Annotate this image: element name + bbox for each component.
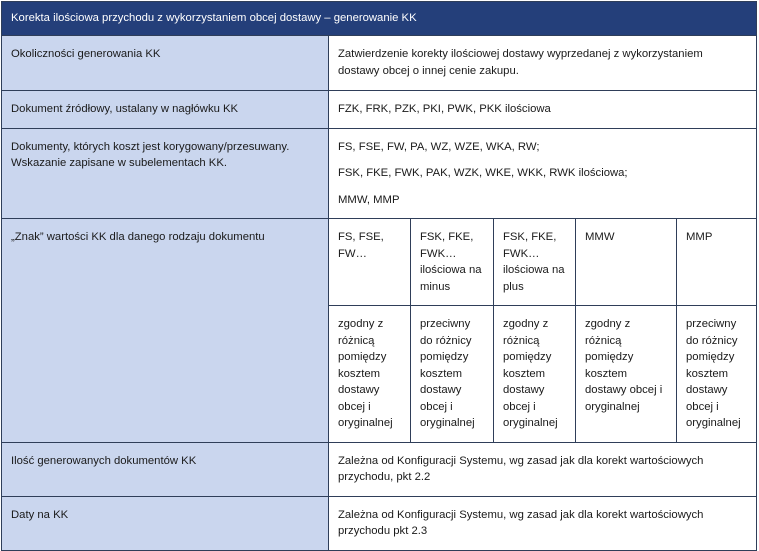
znak-sign-cell: zgodny z różnicą pomiędzy kosztem dostawy obcej i oryginalnej <box>576 306 677 443</box>
znak-doc-cell: MMP <box>677 219 757 306</box>
document-group-text: FS, FSE, FW, PA, WZ, WZE, WKA, RW; <box>338 140 540 153</box>
row-label-ilosc: Ilość generowanych dokumentów KK <box>2 442 329 496</box>
znak-sign-cell: zgodny z różnicą pomiędzy kosztem dostawy obcej i oryginalnej <box>494 306 576 443</box>
document-group-text: FSK, FKE, FWK, PAK, WZK, WKE, WKK, RWK ilościowa; <box>338 167 628 179</box>
row-label-dokumenty-korygowane: Dokumenty, których koszt jest korygowany/przesuwany. Wskazanie zapisane w subelementach KK. <box>2 128 329 219</box>
row-ilosc <box>2 442 757 496</box>
znak-doc-cell: FSK, FKE, FWK… ilościowa na plus <box>494 219 576 306</box>
row-value-dokumenty-korygowane <box>329 128 757 219</box>
row-okolicznosci <box>2 36 757 91</box>
row-value-daty: Zależna od Konfiguracji Systemu, wg zasad jak dla korekt wartościowych przychodu pkt 2.3 <box>329 496 757 550</box>
row-value-dokument-zrodlowy: FZK, FRK, PZK, PKI, PWK, PKK ilościowa <box>329 91 757 129</box>
table-title-row <box>2 2 757 36</box>
row-label-daty: Daty na KK <box>2 496 329 550</box>
znak-doc-cell: FSK, FKE, FWK… ilościowa na minus <box>411 219 494 306</box>
row-dokumenty-korygowane <box>2 128 757 219</box>
znak-sign-cell: przeciwny do różnicy pomiędzy kosztem dostawy obcej i oryginalnej <box>411 306 494 443</box>
kk-rules-table <box>1 1 757 551</box>
row-daty <box>2 496 757 550</box>
znak-doc-cell: MMW <box>576 219 677 306</box>
row-dokument-zrodlowy <box>2 91 757 129</box>
znak-doc-cell: FS, FSE, FW… <box>329 219 411 306</box>
znak-sign-cell: zgodny z różnicą pomiędzy kosztem dostawy obcej i oryginalnej <box>329 306 411 443</box>
row-znak-docs <box>2 219 757 306</box>
row-label-znak: „Znak” wartości KK dla danego rodzaju dokumentu <box>2 219 329 443</box>
znak-sign-cell: przeciwny do różnicy pomiędzy kosztem dostawy obcej i oryginalnej <box>677 306 757 443</box>
row-value-ilosc: Zależna od Konfiguracji Systemu, wg zasad jak dla korekt wartościowych przychodu, pkt 2.2 <box>329 442 757 496</box>
table-title: Korekta ilościowa przychodu z wykorzystaniem obcej dostawy – generowanie KK <box>2 2 757 36</box>
row-label-okolicznosci: Okoliczności generowania KK <box>2 36 329 91</box>
document-group-text: MMW, MMP <box>338 193 400 206</box>
row-label-dokument-zrodlowy: Dokument źródłowy, ustalany w nagłówku KK <box>2 91 329 129</box>
row-value-okolicznosci: Zatwierdzenie korekty ilościowej dostawy wyprzedanej z wykorzystaniem dostawy obcej o innej cenie zakupu. <box>329 36 757 91</box>
